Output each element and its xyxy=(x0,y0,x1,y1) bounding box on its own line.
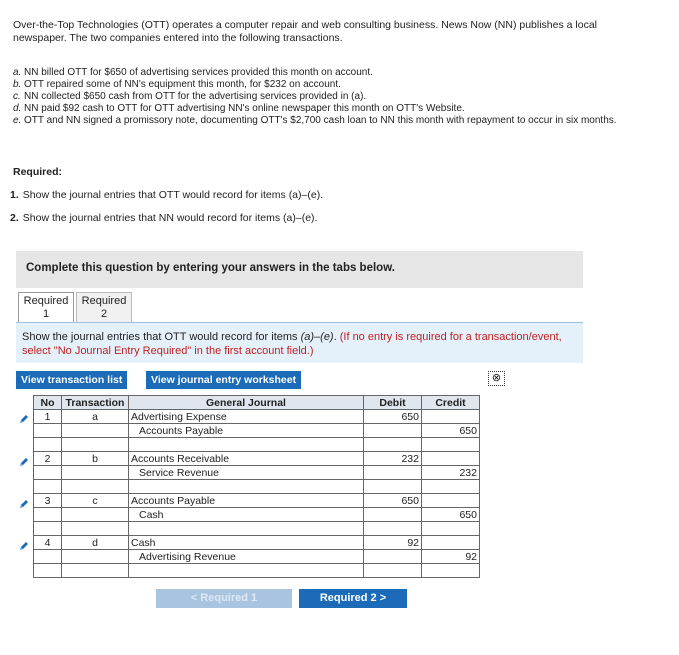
transaction-item-e xyxy=(13,115,653,127)
debit-amount-field[interactable] xyxy=(364,424,422,438)
instruction-range: (a)–(e) xyxy=(300,331,334,343)
requirement-number: 1. xyxy=(10,189,19,201)
debit-amount-field[interactable]: 650 xyxy=(364,494,422,508)
entry-number: 4 xyxy=(34,536,62,550)
requirement-1 xyxy=(10,189,323,212)
transaction-item-a xyxy=(13,67,653,79)
tab-label: Required xyxy=(81,295,127,307)
table-header-row xyxy=(34,396,480,410)
table-row xyxy=(34,410,480,424)
debit-amount-field[interactable]: 232 xyxy=(364,452,422,466)
credit-amount-field[interactable]: 232 xyxy=(422,466,480,480)
pencil-icon[interactable] xyxy=(18,540,30,552)
table-row xyxy=(34,452,480,466)
debit-account-field[interactable]: Accounts Payable xyxy=(129,494,364,508)
table-row xyxy=(34,494,480,508)
tab-number: 1 xyxy=(42,308,50,320)
credit-amount-field[interactable] xyxy=(422,494,480,508)
view-journal-worksheet-button[interactable]: View journal entry worksheet xyxy=(146,371,301,389)
pencil-icon[interactable] xyxy=(18,413,30,425)
pencil-icon[interactable] xyxy=(18,498,30,510)
debit-account-field[interactable]: Advertising Expense xyxy=(129,410,364,424)
tab-label: Required xyxy=(23,295,69,307)
col-header-general-journal: General Journal xyxy=(129,396,364,410)
instruction-text: Show the journal entries that OTT would record for items xyxy=(22,331,301,343)
table-row xyxy=(34,424,480,438)
pencil-icon[interactable] xyxy=(18,456,30,468)
credit-account-field[interactable]: Cash xyxy=(129,508,364,522)
credit-amount-field[interactable]: 650 xyxy=(422,424,480,438)
item-text: OTT repaired some of NN's equipment this month, for $232 on account. xyxy=(24,79,341,90)
debit-amount-field[interactable]: 92 xyxy=(364,536,422,550)
credit-amount-field[interactable]: 92 xyxy=(422,550,480,564)
instruction-note: (If no entry is required for a transaction/event, select "No Journal Entry Required" in the first account field.) xyxy=(22,331,562,357)
item-text: NN billed OTT for $650 of advertising services provided this month on account. xyxy=(24,67,373,78)
problem-intro: Over-the-Top Technologies (OTT) operates a computer repair and web consulting business. News Now (NN) publishes a local newspaper. The two companies entered into the following transactions. xyxy=(13,19,597,44)
item-label: c. xyxy=(13,91,21,102)
table-row xyxy=(34,550,480,564)
credit-amount-field[interactable] xyxy=(422,452,480,466)
table-row-blank xyxy=(34,564,480,578)
col-header-transaction: Transaction xyxy=(62,396,129,410)
required-heading: Required: xyxy=(13,166,63,178)
tab-bar xyxy=(18,292,134,322)
credit-account-field[interactable]: Advertising Revenue xyxy=(129,550,364,564)
tab-required-1[interactable] xyxy=(18,292,74,322)
debit-account-field[interactable]: Cash xyxy=(129,536,364,550)
entry-transaction: c xyxy=(62,494,129,508)
requirement-number: 2. xyxy=(10,212,19,224)
entry-transaction: a xyxy=(62,410,129,424)
requirement-text: Show the journal entries that OTT would record for items (a)–(e). xyxy=(22,189,324,201)
table-row-blank xyxy=(34,438,480,452)
table-row xyxy=(34,466,480,480)
table-row-blank xyxy=(34,480,480,494)
tab-required-2[interactable] xyxy=(76,292,132,322)
view-transaction-list-button[interactable]: View transaction list xyxy=(16,371,127,389)
item-text: OTT and NN signed a promissory note, documenting OTT's $2,700 cash loan to NN this month with repayment to occur in six months. xyxy=(24,115,617,126)
credit-amount-field[interactable]: 650 xyxy=(422,508,480,522)
requirement-text: Show the journal entries that NN would record for items (a)–(e). xyxy=(22,212,318,224)
item-label: e. xyxy=(13,115,22,126)
tabs-banner: Complete this question by entering your answers in the tabs below. xyxy=(16,251,583,288)
item-label: b. xyxy=(13,79,22,90)
close-icon[interactable]: ⊗ xyxy=(488,371,505,386)
entry-transaction: d xyxy=(62,536,129,550)
credit-account-field[interactable]: Accounts Payable xyxy=(129,424,364,438)
journal-table xyxy=(33,395,480,578)
debit-account-field[interactable]: Accounts Receivable xyxy=(129,452,364,466)
next-required-2-button[interactable]: Required 2 > xyxy=(299,589,407,608)
tab-number: 2 xyxy=(100,308,108,320)
instruction-box xyxy=(16,322,583,363)
item-label: d. xyxy=(13,103,22,114)
transaction-item-d xyxy=(13,103,653,115)
item-text: NN collected $650 cash from OTT for the advertising services provided in (a). xyxy=(24,91,367,102)
col-header-debit: Debit xyxy=(364,396,422,410)
prev-required-1-button[interactable]: < Required 1 xyxy=(156,589,292,608)
debit-amount-field[interactable] xyxy=(364,508,422,522)
requirements-list xyxy=(10,189,323,235)
entry-number: 1 xyxy=(34,410,62,424)
entry-number: 3 xyxy=(34,494,62,508)
col-header-credit: Credit xyxy=(422,396,480,410)
requirement-2 xyxy=(10,212,323,235)
debit-amount-field[interactable]: 650 xyxy=(364,410,422,424)
item-label: a. xyxy=(13,67,22,78)
debit-amount-field[interactable] xyxy=(364,550,422,564)
entry-transaction: b xyxy=(62,452,129,466)
table-row-blank xyxy=(34,522,480,536)
transaction-item-c xyxy=(13,91,653,103)
instruction-period: . xyxy=(333,331,340,343)
credit-amount-field[interactable] xyxy=(422,536,480,550)
col-header-no: No xyxy=(34,396,62,410)
item-text: NN paid $92 cash to OTT for OTT advertising NN's online newspaper this month on OTT's Website. xyxy=(24,103,465,114)
credit-account-field[interactable]: Service Revenue xyxy=(129,466,364,480)
transaction-item-b xyxy=(13,79,653,91)
table-row xyxy=(34,508,480,522)
table-row xyxy=(34,536,480,550)
credit-amount-field[interactable] xyxy=(422,410,480,424)
entry-number: 2 xyxy=(34,452,62,466)
debit-amount-field[interactable] xyxy=(364,466,422,480)
transaction-items xyxy=(13,67,653,127)
